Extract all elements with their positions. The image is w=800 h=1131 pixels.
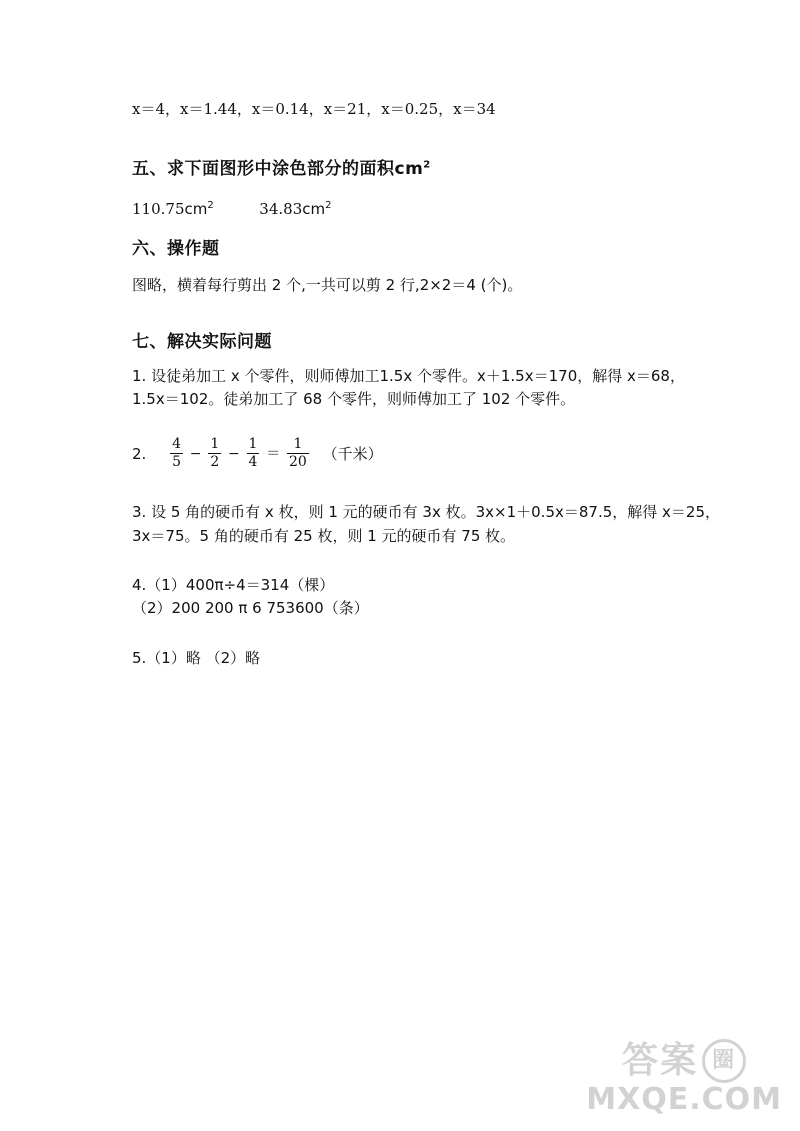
q2-fraction-3-denominator: 4 — [248, 454, 258, 470]
section5-answer2-value: 34.83 — [259, 200, 303, 218]
q2-minus-1: − — [189, 445, 202, 462]
section5-answer1-value: 110.75 — [132, 200, 185, 218]
watermark-seal: 圈 — [702, 1039, 746, 1083]
section5-answer2-unit: cm — [302, 200, 326, 218]
q2-equals: ＝ — [266, 445, 281, 462]
q2-minus-2: − — [228, 445, 240, 462]
section6-text: 图略，横着每行剪出 2 个,一共可以剪 2 行,2×2＝4 (个)。 — [132, 276, 523, 294]
q2-unit: （千米） — [322, 444, 383, 463]
q2-fraction-1-numerator: 4 — [172, 436, 182, 452]
q2-fraction-2-numerator: 1 — [210, 436, 220, 452]
section5-title-sup: 2 — [423, 159, 431, 171]
watermark-logo — [586, 1039, 782, 1117]
q2-fraction-4-denominator: 20 — [289, 454, 307, 470]
section5-answer1-sup: 2 — [207, 200, 214, 211]
q2-label: 2. — [132, 444, 147, 463]
q4-line2: （2）200 200 π 6 753600（条） — [132, 599, 369, 617]
watermark-top-text: 答案 — [622, 1040, 699, 1081]
q2-fraction-1 — [170, 436, 183, 471]
section6-heading: 六、操作题 — [132, 239, 220, 259]
q5-line: 5.（1）略 （2）略 — [132, 649, 261, 667]
section5-heading — [132, 158, 431, 180]
section5-answer1-unit: cm — [184, 200, 208, 218]
q3-line1: 3. 设 5 角的硬币有 x 枚，则 1 元的硬币有 3x 枚。3x×1＋0.5x＝87.5，解得 x＝25， — [132, 503, 721, 521]
q2-fraction-4-numerator: 1 — [287, 436, 309, 454]
q1-line2: 1.5x＝102。徒弟加工了 68 个零件，则师傅加工了 102 个零件。 — [132, 390, 576, 408]
q2-row — [132, 436, 383, 471]
section5-title: 五、求下面图形中涂色部分的面积cm — [132, 159, 424, 179]
q1-line1: 1. 设徒弟加工 x 个零件，则师傅加工1.5x 个零件。x＋1.5x＝170，解得 x＝68， — [132, 367, 685, 385]
q2-fraction-4 — [287, 436, 309, 471]
section7-heading: 七、解决实际问题 — [132, 332, 272, 352]
q2-fraction-3 — [247, 436, 260, 471]
q2-fraction-2 — [208, 436, 221, 471]
q2-fraction-1-denominator: 5 — [172, 454, 182, 470]
section5-answers — [132, 199, 331, 219]
answers-top-line: x＝4，x＝1.44，x＝0.14，x＝21，x＝0.25，x＝34 — [132, 100, 496, 118]
watermark-bottom-text: MXQE.COM — [586, 1082, 782, 1117]
q3-line2: 3x＝75。5 角的硬币有 25 枚，则 1 元的硬币有 75 枚。 — [132, 527, 516, 545]
q2-fraction-3-numerator: 1 — [248, 436, 258, 452]
q2-fraction-2-denominator: 2 — [210, 454, 220, 470]
q4-line1: 4.（1）400π÷4＝314（棵） — [132, 576, 335, 594]
section5-answer2-sup: 2 — [325, 200, 332, 211]
